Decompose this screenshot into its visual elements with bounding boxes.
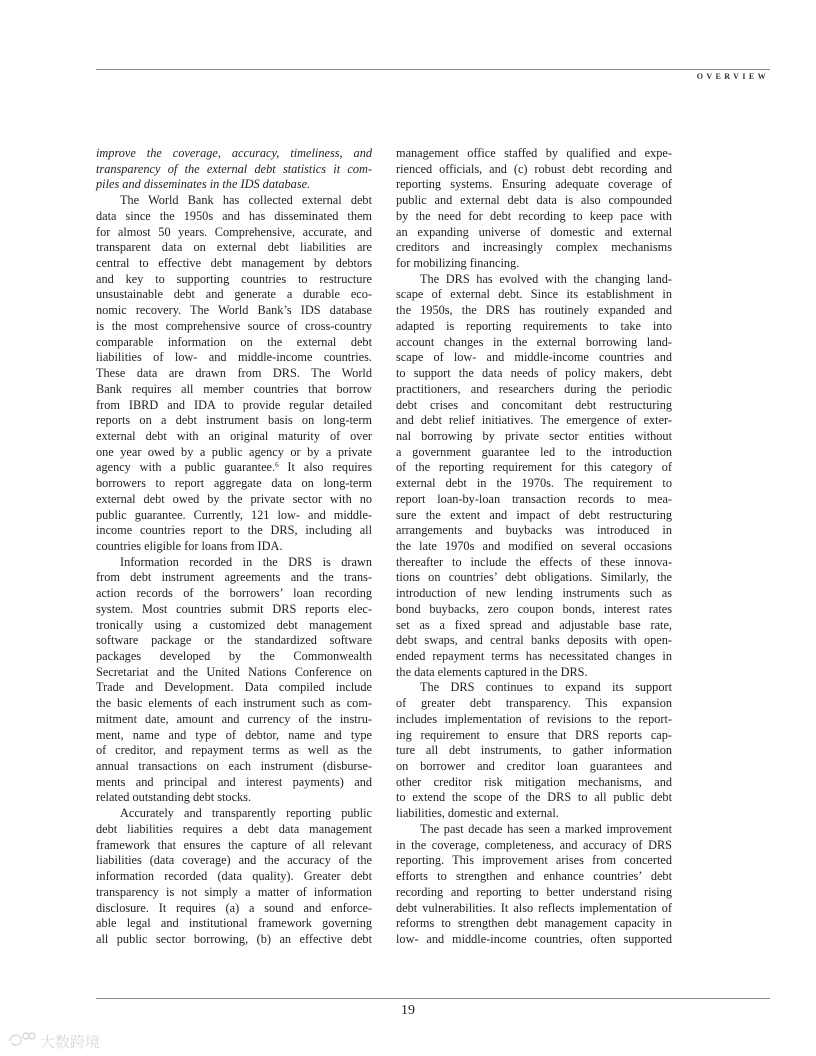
text-line: low- and middle-income countries, often supported <box>396 931 672 946</box>
text-line: on borrower and creditor loan guarantees and <box>396 759 672 774</box>
text-line: Information recorded in the DRS is drawn <box>120 554 372 569</box>
text-line: management office staffed by qualified and expe- <box>396 146 672 160</box>
text-line: liabilities of low- and middle-income countries. <box>96 350 372 365</box>
text-line: reforms to strengthen debt management capacity in <box>396 916 672 931</box>
text-line: agency with a public guarantee.$^6$ It also requires <box>96 460 372 475</box>
text-line: The past decade has seen a marked improvement <box>420 821 672 836</box>
text-line: from debt instrument agreements and the trans- <box>96 570 372 585</box>
text-line: external debt with an original maturity of over <box>96 428 372 443</box>
text-line: Bank requires all member countries that borrow <box>96 381 372 396</box>
text-line: packages developed by the Commonwealth <box>96 649 372 663</box>
paragraph <box>396 146 672 272</box>
text-line: mitment date, amount and currency of the instru- <box>96 711 372 726</box>
text-line: action records of the borrowers’ loan recording <box>96 586 372 601</box>
left-column <box>96 146 372 948</box>
text-line: The World Bank has collected external debt <box>120 193 372 208</box>
running-head: OVERVIEW <box>696 72 769 81</box>
text-line: ments and principal and interest payments) and <box>96 774 372 789</box>
footer-rule <box>96 998 770 999</box>
text-line: comparable information on the external debt <box>96 334 372 349</box>
text-line: is the most comprehensive source of cross-country <box>96 318 372 333</box>
text-line: other creditor risk mitigation mechanisms, and <box>396 774 672 789</box>
paragraph <box>396 822 672 948</box>
text-line: liabilities (data coverage) and the accuracy of the <box>96 853 372 868</box>
text-line: related outstanding debt stocks. <box>96 790 252 805</box>
text-line: ture all debt instruments, to gather information <box>396 743 672 758</box>
text-line: system. Most countries submit DRS reports elec- <box>96 601 372 616</box>
text-line: reporting. This improvement arises from concerted <box>396 853 672 868</box>
text-line: debt swaps, and central banks deposits with open- <box>396 633 672 648</box>
text-line: ing requirement to ensure that DRS reports cap- <box>396 727 672 742</box>
text-line: framework that ensures the capture of all relevant <box>96 837 372 852</box>
page-number: 19 <box>401 1003 415 1018</box>
text-line: the basic elements of each instrument such as com- <box>96 696 372 711</box>
text-line: the late 1970s and modified on several occasions <box>396 538 672 553</box>
text-line: ment, name and type of debtor, name and type <box>96 727 372 742</box>
paragraph <box>96 193 372 555</box>
text-line: countries eligible for loans from IDA. <box>96 538 283 553</box>
text-line: debt crises and concomitant debt restructuring <box>396 397 672 412</box>
text-line: The DRS continues to expand its support <box>420 680 672 695</box>
paragraph <box>96 146 372 193</box>
text-line: piles and disseminates in the IDS database. <box>96 177 311 192</box>
text-line: practitioners, and researchers during the periodic <box>396 381 672 396</box>
text-line: Accurately and transparently reporting public <box>120 806 372 821</box>
text-line: for mobilizing financing. <box>396 256 520 271</box>
header-rule <box>96 69 770 70</box>
text-line: liabilities, domestic and external. <box>396 806 559 821</box>
text-line: nal borrowing by private sector entities without <box>396 428 672 443</box>
text-line: an expanding universe of domestic and external <box>396 224 672 239</box>
text-line: transparency is not simply a matter of information <box>96 884 372 899</box>
text-line: unsustainable debt and generate a durable eco- <box>96 287 372 302</box>
text-line: of greater debt transparency. This expansion <box>396 696 672 711</box>
text-line: thereafter to include the effects of these innova- <box>396 554 672 569</box>
text-line: software package or the standardized software <box>96 633 372 648</box>
text-line: debt liabilities requires a debt data management <box>96 821 372 836</box>
text-line: tronically using a customized debt management <box>96 617 372 632</box>
text-line: improve the coverage, accuracy, timeliness, and <box>96 146 372 160</box>
watermark-text: 大数跨境 <box>40 1033 101 1051</box>
text-line: transparent data on external debt liabilities are <box>96 240 372 255</box>
text-line: recording and reporting to better understand rising <box>396 884 672 899</box>
paragraph <box>96 555 372 807</box>
text-line: of the reporting requirement for this category of <box>396 460 672 475</box>
text-line: central to effective debt management by debtors <box>96 256 372 271</box>
footnote-ref: 6 <box>275 461 279 470</box>
text-line: sure the extent and impact of debt restructuring <box>396 507 672 522</box>
text-line: from IBRD and IDA to provide regular detailed <box>96 397 372 412</box>
text-line: borrowers to report aggregate data on long-term <box>96 476 372 491</box>
text-line: public guarantee. Currently, 121 low- and middle- <box>96 507 372 522</box>
text-line: income countries report to the DRS, including all <box>96 523 372 538</box>
text-line: data since the 1950s and has disseminated them <box>96 208 372 223</box>
text-line: These data are drawn from DRS. The World <box>96 366 372 381</box>
text-line: and debt relief initiatives. The emergence of exter- <box>396 413 672 428</box>
text-line: all public sector borrowing, (b) an effective debt <box>96 931 372 946</box>
text-line: report loan-by-loan transaction records to mea- <box>396 491 672 506</box>
text-line: one year owed by a public agency or by a private <box>96 444 372 459</box>
text-line: for almost 50 years. Comprehensive, accurate, and <box>96 224 372 239</box>
text-line: arrangements and buybacks was introduced in <box>396 523 672 538</box>
text-line: debt vulnerabilities. It also reflects implementation of <box>396 900 672 915</box>
text-line: account changes in the external borrowing land- <box>396 334 672 349</box>
text-line: introduction of new lending instruments such as <box>396 586 672 601</box>
text-line: scape of external debt. Since its establishment in <box>396 287 672 302</box>
text-line: includes implementation of revisions to the report- <box>396 711 672 726</box>
watermark-logo <box>6 1028 110 1052</box>
text-line: information recorded (data quality). Greater debt <box>96 869 372 884</box>
text-line: to extend the scope of the DRS to all public debt <box>396 790 672 805</box>
text-line: the data elements captured in the DRS. <box>396 664 588 679</box>
text-line: by the need for debt recording to keep pace with <box>396 208 672 223</box>
text-line: able legal and institutional framework governing <box>96 916 372 931</box>
text-line: reporting systems. Ensuring adequate coverage of <box>396 177 672 192</box>
text-line: and key to supporting countries to restructure <box>96 271 372 286</box>
paragraph <box>396 680 672 821</box>
text-line: a government guarantee led to the introduction <box>396 444 672 459</box>
text-line: ended repayment terms has necessitated changes in <box>396 649 672 663</box>
text-line: external debt owed by the private sector with no <box>96 491 372 506</box>
right-column <box>396 146 672 948</box>
text-line: bond buybacks, zero coupon bonds, interest rates <box>396 601 672 616</box>
text-line: the 1950s, the DRS has routinely expanded and <box>396 303 672 318</box>
text-line: nomic recovery. The World Bank’s IDS database <box>96 303 372 318</box>
text-line: public and external debt data is also compounded <box>396 193 672 208</box>
text-line: external debt in the 1970s. The requirement to <box>396 476 672 491</box>
text-line: creditors and increasingly complex mechanisms <box>396 240 672 255</box>
text-line: efforts to strengthen and enhance countries’ debt <box>396 869 672 884</box>
text-line: in the coverage, completeness, and accuracy of DRS <box>396 837 672 852</box>
paragraph <box>96 806 372 947</box>
text-line: transparency of the external debt statistics it com- <box>96 161 372 176</box>
text-line: annual transactions on each instrument (disburse- <box>96 759 372 774</box>
text-line: of creditor, and repayment terms as well as the <box>96 743 372 758</box>
paragraph <box>396 272 672 681</box>
text-line: tions on countries’ debt obligations. Similarly, the <box>396 570 672 585</box>
text-line: reports on a debt instrument basis on long-term <box>96 413 372 428</box>
text-line: scape of low- and middle-income countries and <box>396 350 672 365</box>
text-line: set as a fixed spread and adjustable base rate, <box>396 617 672 632</box>
text-line: adapted is reporting requirements to take into <box>396 318 672 333</box>
text-line: The DRS has evolved with the changing land- <box>420 271 672 286</box>
text-line: disclosure. It requires (a) a sound and enforce- <box>96 900 372 915</box>
text-line: to support the data needs of policy makers, debt <box>396 366 672 381</box>
text-line: rienced officials, and (c) robust debt recording and <box>396 161 672 176</box>
text-line: Trade and Development. Data compiled include <box>96 680 372 695</box>
text-line: Secretariat and the United Nations Conference on <box>96 664 372 679</box>
